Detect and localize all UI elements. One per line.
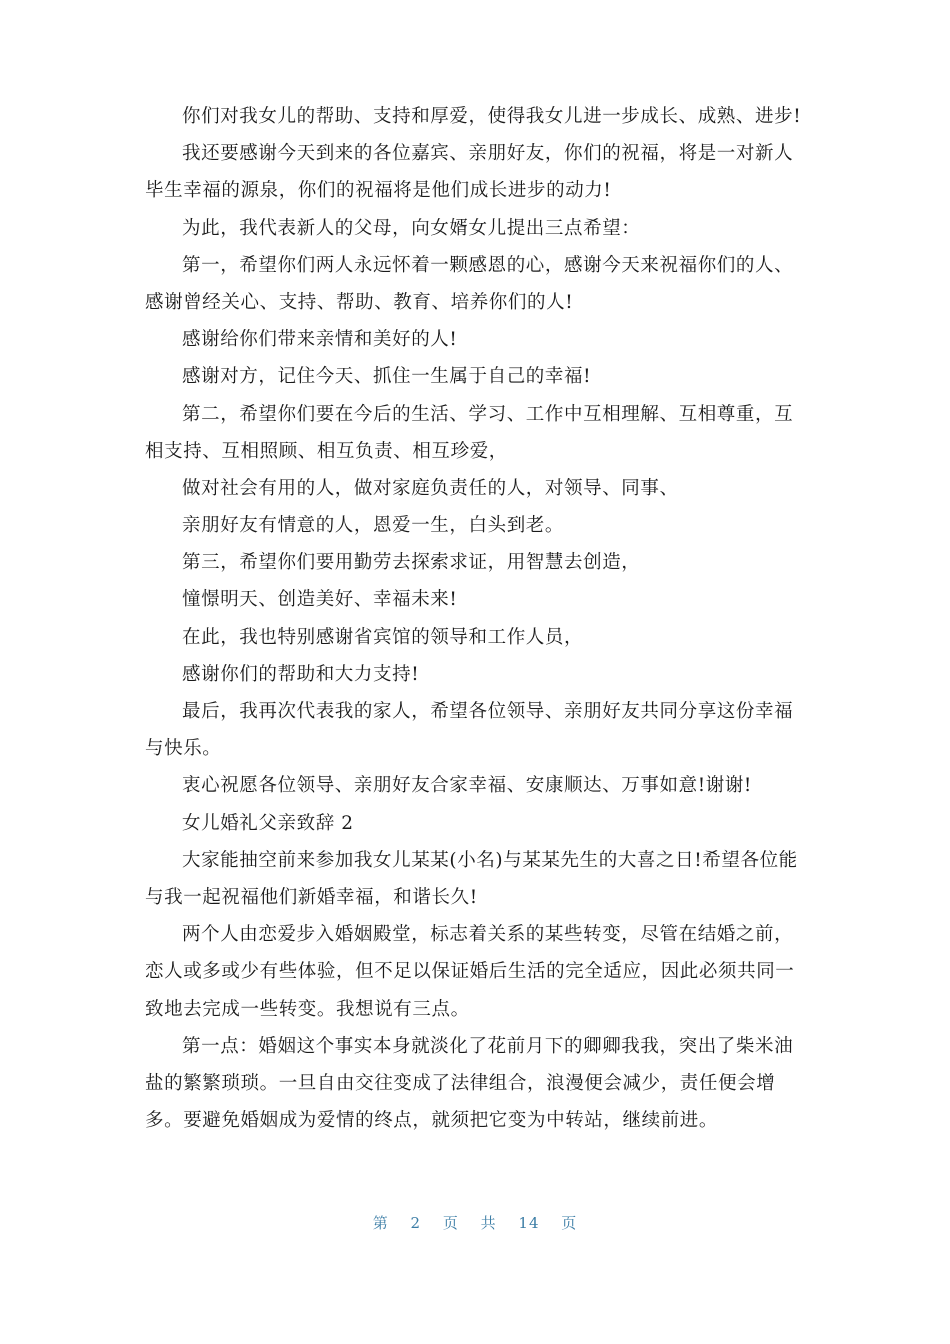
footer-page-current: 2 — [410, 1214, 422, 1232]
text-line: 感谢对方，记住今天、抓住一生属于自己的幸福! — [182, 366, 592, 388]
text-line: 第三，希望你们要用勤劳去探索求证，用智慧去创造， — [182, 552, 641, 574]
text-line: 衷心祝愿各位领导、亲朋好友合家幸福、安康顺达、万事如意!谢谢! — [182, 775, 752, 797]
text-line: 最后，我再次代表我的家人，希望各位领导、亲朋好友共同分享这份幸福 — [182, 701, 794, 722]
page-footer — [0, 1212, 950, 1233]
text-line: 第一点：婚姻这个事实本身就淡化了花前月下的卿卿我我，突出了柴米油 — [182, 1035, 794, 1057]
document-body — [145, 98, 810, 1139]
text-line: 在此，我也特别感谢省宾馆的领导和工作人员， — [182, 626, 584, 648]
text-line: 恋人或多或少有些体验，但不足以保证婚后生活的完全适应，因此必须共同一 — [145, 961, 795, 983]
footer-page-total: 14 — [518, 1214, 540, 1232]
footer-label-di: 第 — [372, 1214, 389, 1232]
text-line: 女儿婚礼父亲致辞 2 — [182, 812, 354, 834]
text-line: 亲朋好友有情意的人，恩爱一生，白头到老。 — [182, 515, 565, 537]
text-line: 相支持、互相照顾、相互负责、相互珍爱， — [145, 440, 508, 462]
text-line: 感谢曾经关心、支持、帮助、教育、培养你们的人! — [145, 291, 574, 313]
text-line: 大家能抽空前来参加我女儿某某(小名)与某某先生的大喜之日!希望各位能 — [182, 849, 798, 871]
text-line: 我还要感谢今天到来的各位嘉宾、亲朋好友，你们的祝福，将是一对新人 — [182, 143, 794, 165]
text-line: 第一，希望你们两人永远怀着一颗感恩的心，感谢今天来祝福你们的人、 — [182, 254, 794, 276]
footer-label-ye: 页 — [442, 1214, 459, 1232]
text-line: 做对社会有用的人，做对家庭负责任的人，对领导、同事、 — [182, 477, 679, 499]
text-line: 憧憬明天、创造美好、幸福未来! — [182, 589, 458, 611]
text-line: 毕生幸福的源泉，你们的祝福将是他们成长进步的动力! — [145, 180, 612, 202]
text-line: 多。要避免婚姻成为爱情的终点，就须把它变为中转站，继续前进。 — [145, 1110, 719, 1132]
text-line: 致地去完成一些转变。我想说有三点。 — [145, 998, 470, 1020]
text-line: 为此，我代表新人的父母，向女婿女儿提出三点希望： — [182, 217, 641, 239]
text-line: 与快乐。 — [145, 738, 222, 760]
text-line: 感谢你们的帮助和大力支持! — [182, 663, 420, 685]
text-line: 与我一起祝福他们新婚幸福，和谐长久! — [145, 886, 478, 908]
text-line: 两个人由恋爱步入婚姻殿堂，标志着关系的某些转变，尽管在结婚之前， — [182, 924, 794, 946]
text-line: 感谢给你们带来亲情和美好的人! — [182, 329, 458, 351]
text-line: 盐的繁繁琐琐。一旦自由交往变成了法律组合，浪漫便会减少，责任便会增 — [145, 1072, 776, 1094]
text-line: 你们对我女儿的帮助、支持和厚爱，使得我女儿进一步成长、成熟、进步! — [182, 106, 802, 127]
footer-label-gong: 共 — [480, 1214, 497, 1232]
text-line: 第二，希望你们要在今后的生活、学习、工作中互相理解、互相尊重，互 — [182, 403, 794, 425]
footer-label-ye-2: 页 — [561, 1214, 578, 1232]
